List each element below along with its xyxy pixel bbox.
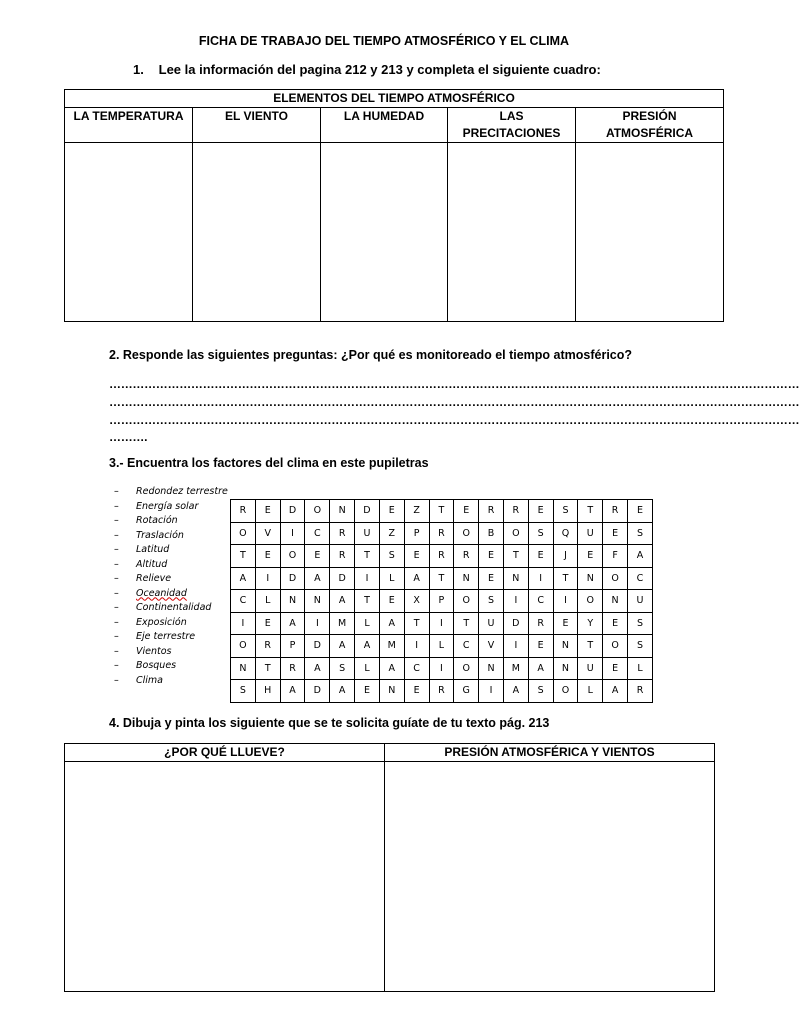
word-search-cell[interactable]: S (628, 635, 653, 658)
word-search-cell[interactable]: R (429, 545, 454, 568)
column-header-precipitation: LAS PRECITACIONES (448, 108, 576, 143)
word-search-cell[interactable]: A (330, 680, 355, 703)
word-list-label: Continentalidad (136, 602, 212, 613)
bullet-dash: – (114, 500, 119, 512)
word-search-grid (230, 499, 653, 703)
page-title: FICHA DE TRABAJO DEL TIEMPO ATMOSFÉRICO Y EL CLIMA (198, 34, 570, 48)
column-header-humidity: LA HUMEDAD (321, 108, 448, 143)
word-search-cell[interactable]: T (231, 545, 256, 568)
word-search-cell[interactable]: A (280, 680, 305, 703)
word-search-cell[interactable]: N (553, 657, 578, 680)
word-list-label: Relieve (136, 573, 172, 584)
word-search-cell[interactable]: O (280, 545, 305, 568)
word-search-cell[interactable]: R (429, 680, 454, 703)
bullet-dash: – (114, 486, 119, 497)
word-search-cell[interactable]: L (255, 590, 280, 613)
word-search-cell[interactable]: R (503, 500, 528, 523)
word-search-cell[interactable]: V (255, 522, 280, 545)
word-search-cell[interactable]: A (231, 567, 256, 590)
word-search-cell[interactable]: I (429, 612, 454, 635)
word-search-cell[interactable]: A (280, 612, 305, 635)
word-list-item (114, 587, 228, 602)
word-search-cell[interactable]: L (355, 657, 380, 680)
word-search-cell[interactable]: G (454, 680, 479, 703)
answer-cell-humidity[interactable] (321, 143, 448, 322)
word-list-label: Bosques (136, 660, 177, 671)
word-search-cell[interactable]: A (404, 567, 429, 590)
word-search-cell[interactable]: O (454, 590, 479, 613)
answer-line[interactable]: …………………………………………………………………………………………………………………………………………………………… (109, 413, 799, 427)
word-search-cell[interactable]: I (553, 590, 578, 613)
word-search-cell[interactable]: D (330, 567, 355, 590)
word-search-cell[interactable]: E (603, 657, 628, 680)
word-search-cell[interactable]: T (355, 590, 380, 613)
word-search-cell[interactable]: T (553, 567, 578, 590)
word-search-cell[interactable]: D (355, 500, 380, 523)
word-search-cell[interactable]: R (330, 522, 355, 545)
weather-elements-table (64, 89, 724, 322)
word-search-cell[interactable]: S (330, 657, 355, 680)
word-search-cell[interactable]: T (503, 545, 528, 568)
word-search-cell[interactable]: R (454, 545, 479, 568)
word-search-cell[interactable]: A (528, 657, 553, 680)
word-search-cell[interactable]: N (231, 657, 256, 680)
word-search-cell[interactable]: L (429, 635, 454, 658)
bullet-dash: – (114, 587, 119, 599)
word-search-cell[interactable]: E (255, 612, 280, 635)
word-search-cell[interactable]: N (280, 590, 305, 613)
column-header-why-rain: ¿POR QUÉ LLUEVE? (65, 744, 385, 762)
word-search-cell[interactable]: I (280, 522, 305, 545)
word-search-cell[interactable]: C (231, 590, 256, 613)
word-search-row (231, 635, 653, 658)
word-search-cell[interactable]: E (454, 500, 479, 523)
bullet-dash: – (114, 544, 119, 555)
word-search-cell[interactable]: O (454, 522, 479, 545)
word-search-cell[interactable]: O (305, 500, 330, 523)
question-4: 4. Dibuja y pinta los siguiente que se te solicita guíate de tu texto pág. 213 (109, 716, 550, 730)
word-search-cell[interactable]: T (404, 612, 429, 635)
word-search-cell[interactable]: R (280, 657, 305, 680)
word-search-cell[interactable]: V (479, 635, 504, 658)
word-list-label: Altitud (136, 558, 168, 570)
word-list-item (114, 616, 228, 631)
word-search-cell[interactable]: O (553, 680, 578, 703)
word-list (114, 485, 228, 688)
word-search-cell[interactable]: E (404, 545, 429, 568)
word-search-cell[interactable]: S (553, 500, 578, 523)
word-search-cell[interactable]: H (255, 680, 280, 703)
word-search-cell[interactable]: N (578, 567, 603, 590)
word-search-cell[interactable]: S (528, 680, 553, 703)
word-search-cell[interactable]: E (603, 612, 628, 635)
word-search-cell[interactable]: S (379, 545, 404, 568)
word-search-cell[interactable]: C (628, 567, 653, 590)
word-search-row (231, 612, 653, 635)
word-list-item (114, 659, 228, 674)
word-search-cell[interactable]: U (355, 522, 380, 545)
word-search-row (231, 680, 653, 703)
word-search-cell[interactable]: O (231, 635, 256, 658)
word-search-cell[interactable]: E (553, 612, 578, 635)
word-search-cell[interactable]: Z (404, 500, 429, 523)
word-search-cell[interactable]: C (454, 635, 479, 658)
word-search-cell[interactable]: S (528, 522, 553, 545)
word-search-cell[interactable]: D (280, 567, 305, 590)
word-search-cell[interactable]: X (404, 590, 429, 613)
bullet-dash: – (114, 529, 119, 541)
question-3: 3.- Encuentra los factores del clima en este pupiletras (109, 456, 429, 470)
word-search-row (231, 522, 653, 545)
word-search-cell[interactable]: T (454, 612, 479, 635)
answer-cell-pressure[interactable] (576, 143, 724, 322)
word-search-cell[interactable]: U (578, 522, 603, 545)
word-search-row (231, 567, 653, 590)
bullet-dash: – (114, 573, 119, 584)
bullet-dash: – (114, 660, 119, 671)
word-search-cell[interactable]: O (503, 522, 528, 545)
word-list-item (114, 601, 228, 616)
word-search-cell[interactable]: E (305, 545, 330, 568)
word-search-cell[interactable]: U (479, 612, 504, 635)
word-list-label: Exposición (136, 616, 187, 628)
bullet-dash: – (114, 602, 119, 613)
word-search-cell[interactable]: A (330, 590, 355, 613)
word-search-cell[interactable]: E (379, 500, 404, 523)
word-search-cell[interactable]: D (280, 500, 305, 523)
word-search-cell[interactable]: I (528, 567, 553, 590)
word-search-cell[interactable]: S (231, 680, 256, 703)
word-search-cell[interactable]: O (578, 590, 603, 613)
word-list-label: Eje terrestre (136, 631, 196, 642)
word-search-cell[interactable]: Q (553, 522, 578, 545)
word-search-cell[interactable]: T (255, 657, 280, 680)
word-search-cell[interactable]: N (479, 657, 504, 680)
word-search-cell[interactable]: I (503, 590, 528, 613)
word-search-cell[interactable]: N (603, 590, 628, 613)
word-search-cell[interactable]: I (355, 567, 380, 590)
word-search-cell[interactable]: L (578, 680, 603, 703)
word-search-cell[interactable]: J (553, 545, 578, 568)
word-list-item (114, 630, 228, 645)
word-search-cell[interactable]: M (330, 612, 355, 635)
drawing-area-pressure-winds[interactable] (385, 762, 715, 992)
word-search-row (231, 590, 653, 613)
word-search-cell[interactable]: E (255, 500, 280, 523)
answer-cell-precipitation[interactable] (448, 143, 576, 322)
word-list-item (114, 645, 228, 660)
word-list-item (114, 485, 228, 500)
word-search-cell[interactable]: O (454, 657, 479, 680)
word-search-cell[interactable]: E (628, 500, 653, 523)
word-search-cell[interactable]: M (379, 635, 404, 658)
word-search-cell[interactable]: D (503, 612, 528, 635)
word-search-cell[interactable]: E (379, 590, 404, 613)
column-header-wind: EL VIENTO (193, 108, 321, 143)
word-search-cell[interactable]: R (479, 500, 504, 523)
word-search-cell[interactable]: I (404, 635, 429, 658)
word-list-label: Oceanidad (136, 587, 187, 599)
word-search-cell[interactable]: T (578, 635, 603, 658)
word-search-cell[interactable]: Y (578, 612, 603, 635)
word-search-cell[interactable]: A (330, 635, 355, 658)
word-search-cell[interactable]: S (628, 612, 653, 635)
word-search-cell[interactable]: R (528, 612, 553, 635)
word-search-cell[interactable]: A (305, 657, 330, 680)
weather-elements-header: ELEMENTOS DEL TIEMPO ATMOSFÉRICO (65, 90, 724, 108)
word-search-cell[interactable]: S (479, 590, 504, 613)
word-search-cell[interactable]: D (305, 635, 330, 658)
word-search-cell[interactable]: A (305, 567, 330, 590)
word-search-cell[interactable]: R (255, 635, 280, 658)
word-search-cell[interactable]: I (503, 635, 528, 658)
word-list-label: Vientos (136, 645, 172, 657)
word-search-cell[interactable]: N (379, 680, 404, 703)
word-search-cell[interactable]: O (603, 635, 628, 658)
word-list-label: Latitud (136, 544, 170, 555)
word-search-cell[interactable]: I (305, 612, 330, 635)
word-search-cell[interactable]: E (603, 522, 628, 545)
word-search-cell[interactable]: P (429, 590, 454, 613)
word-search-cell[interactable]: A (628, 545, 653, 568)
bullet-dash: – (114, 558, 119, 570)
word-search-cell[interactable]: Z (379, 522, 404, 545)
word-search-cell[interactable]: E (479, 567, 504, 590)
word-search-cell[interactable]: C (404, 657, 429, 680)
word-search-cell[interactable]: T (429, 500, 454, 523)
word-search-cell[interactable]: A (379, 657, 404, 680)
word-search-cell[interactable]: F (603, 545, 628, 568)
word-search-cell[interactable]: I (429, 657, 454, 680)
word-search-cell[interactable]: U (578, 657, 603, 680)
word-search-cell[interactable]: A (503, 680, 528, 703)
bullet-dash: – (114, 515, 119, 526)
column-header-temperature: LA TEMPERATURA (65, 108, 193, 143)
bullet-dash: – (114, 616, 119, 628)
word-search-cell[interactable]: P (404, 522, 429, 545)
answer-cell-wind[interactable] (193, 143, 321, 322)
word-search-cell[interactable]: A (355, 635, 380, 658)
word-search-cell[interactable]: E (255, 545, 280, 568)
drawing-table (64, 743, 715, 992)
word-search-cell[interactable]: R (603, 500, 628, 523)
word-search-cell[interactable]: I (231, 612, 256, 635)
word-list-label: Clima (136, 674, 163, 686)
word-search-cell[interactable]: B (479, 522, 504, 545)
word-search-cell[interactable]: I (479, 680, 504, 703)
word-search-cell[interactable]: L (628, 657, 653, 680)
question-2: 2. Responde las siguientes preguntas: ¿Por qué es monitoreado el tiempo atmosférico? (109, 348, 633, 362)
word-search-cell[interactable]: U (628, 590, 653, 613)
word-search-cell[interactable]: N (330, 500, 355, 523)
word-list-label: Rotación (136, 515, 178, 526)
word-search-row (231, 545, 653, 568)
word-search-cell[interactable]: O (231, 522, 256, 545)
word-list-item (114, 500, 228, 515)
word-list-item (114, 514, 228, 529)
word-search-cell[interactable]: E (578, 545, 603, 568)
word-search-cell[interactable]: T (355, 545, 380, 568)
drawing-area-why-rain[interactable] (65, 762, 385, 992)
question-1-text: Lee la información del pagina 212 y 213 y completa el siguiente cuadro: (158, 62, 601, 77)
bullet-dash: – (114, 631, 119, 642)
word-search-cell[interactable]: P (280, 635, 305, 658)
answer-cell-temperature[interactable] (65, 143, 193, 322)
word-list-item (114, 529, 228, 544)
word-search-cell[interactable]: R (429, 522, 454, 545)
word-search-cell[interactable]: E (528, 545, 553, 568)
word-search-cell[interactable]: E (528, 500, 553, 523)
answer-line[interactable]: …………………………………………………………………………………………………………………………………………………………… (109, 395, 799, 409)
word-search-row (231, 657, 653, 680)
word-list-item (114, 674, 228, 689)
word-search-cell[interactable]: N (454, 567, 479, 590)
word-search-cell[interactable]: M (503, 657, 528, 680)
word-list-label: Energía solar (136, 500, 199, 512)
word-list-item (114, 572, 228, 587)
word-search-cell[interactable]: C (305, 522, 330, 545)
column-header-pressure: PRESIÓN ATMOSFÉRICA (576, 108, 724, 143)
question-1 (133, 62, 601, 77)
word-search-cell[interactable]: D (305, 680, 330, 703)
word-search-cell[interactable]: N (305, 590, 330, 613)
word-search-cell[interactable]: O (603, 567, 628, 590)
word-search-cell[interactable]: A (603, 680, 628, 703)
word-search-cell[interactable]: E (355, 680, 380, 703)
word-list-item (114, 543, 228, 558)
word-search-cell[interactable]: R (330, 545, 355, 568)
word-search-cell[interactable]: N (553, 635, 578, 658)
column-header-pressure-winds: PRESIÓN ATMOSFÉRICA Y VIENTOS (385, 744, 715, 762)
word-search-cell[interactable]: C (528, 590, 553, 613)
word-search-cell[interactable]: I (255, 567, 280, 590)
word-list-label: Redondez terrestre (136, 486, 228, 497)
word-search-cell[interactable]: L (355, 612, 380, 635)
question-1-number: 1. (133, 62, 144, 77)
word-list-item (114, 558, 228, 573)
word-search-cell[interactable]: A (379, 612, 404, 635)
word-search-cell[interactable]: R (231, 500, 256, 523)
word-search-cell[interactable]: L (379, 567, 404, 590)
word-search-cell[interactable]: N (503, 567, 528, 590)
word-search-row (231, 500, 653, 523)
bullet-dash: – (114, 674, 119, 686)
word-search-cell[interactable]: R (628, 680, 653, 703)
word-search-cell[interactable]: E (528, 635, 553, 658)
word-search-cell[interactable]: T (429, 567, 454, 590)
bullet-dash: – (114, 645, 119, 657)
answer-line[interactable]: …………………………………………………………………………………………………………………………………………………………… (109, 377, 799, 391)
word-list-label: Traslación (136, 529, 184, 541)
answer-line[interactable]: ………. (109, 430, 148, 444)
word-search-cell[interactable]: E (404, 680, 429, 703)
word-search-cell[interactable]: T (578, 500, 603, 523)
word-search-cell[interactable]: E (479, 545, 504, 568)
word-search-cell[interactable]: S (628, 522, 653, 545)
